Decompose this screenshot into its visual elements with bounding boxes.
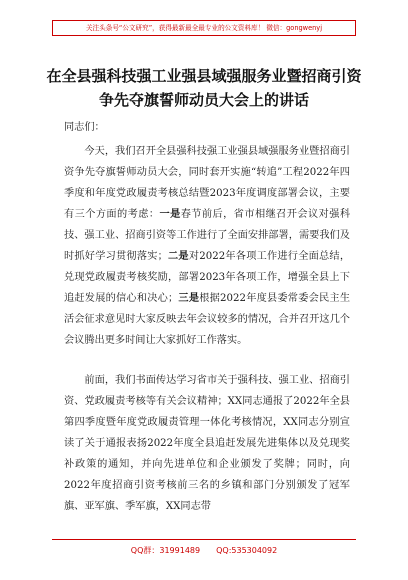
footer-qq-group: QQ群：31991489: [130, 546, 201, 555]
footer-qq: QQ:535304092: [216, 546, 278, 555]
header-banner: 关注头条号“公文研究”，获得最新最全最专业的公文资料库！ 微信：gongwenyj: [52, 20, 356, 36]
footer-divider: [52, 539, 356, 540]
paragraph-1-text-2: 春节前后，省市相继召开会议对强科技、强工业、招商引资等工作进行了全面安排部署，需要我们及时抓好学习贯彻落实；: [64, 209, 351, 262]
page-title: 在全县强科技强工业强县域强服务业暨招商引资争先夺旗誓师动员大会上的讲话: [46, 67, 362, 109]
paragraph-1-bold-1: 一是: [159, 208, 181, 220]
paragraph-1-text-1: 今天，我们召开全县强科技强工业强县域强服务业暨招商引资争先夺旗誓师动员大会，同时套开实施“转追”工程2022年四季度和年度党政履责考核总结暨2023年度调度部署会议，主要有三个方面的考虑：: [64, 146, 350, 220]
footer: [0, 545, 408, 556]
salutation: 同志们：: [64, 122, 105, 133]
paragraph-2: 前面，我们书面传达学习省市关于强科技、强工业、招商引资、党政履责考核等有关会议精神；XX同志通报了2022年全县第四季度暨年度党政履责管理一体化考核情况，XX同志分别宣读了关于通报表扬2022年度全县追赶发展先进集体以及兑现奖补政策的通知，并向先进单位和企业颁发了奖牌；同时，向2022年度招商引资考核前三名的乡镇和部门分别颁发了冠军旗、亚军旗、季军旗，XX同志带: [64, 375, 350, 512]
paragraph-1-text-3: 对2022年各项工作进行全面总结，兑现党政履责考核奖励，部署2023年各项工作，增强全县上下追赶发展的信心和决心；: [64, 251, 351, 304]
paragraph-1: [64, 141, 350, 351]
paragraph-1-bold-3: 三是: [178, 292, 200, 304]
paragraph-1-bold-2: 二是: [167, 250, 189, 262]
paragraph-1-text-4: 根据2022年度县委常委会民主生活会征求意见时大家反映去年会议较多的情况，合并召开这几个会议腾出更多时间让大家抓好工作落实。: [64, 293, 351, 346]
